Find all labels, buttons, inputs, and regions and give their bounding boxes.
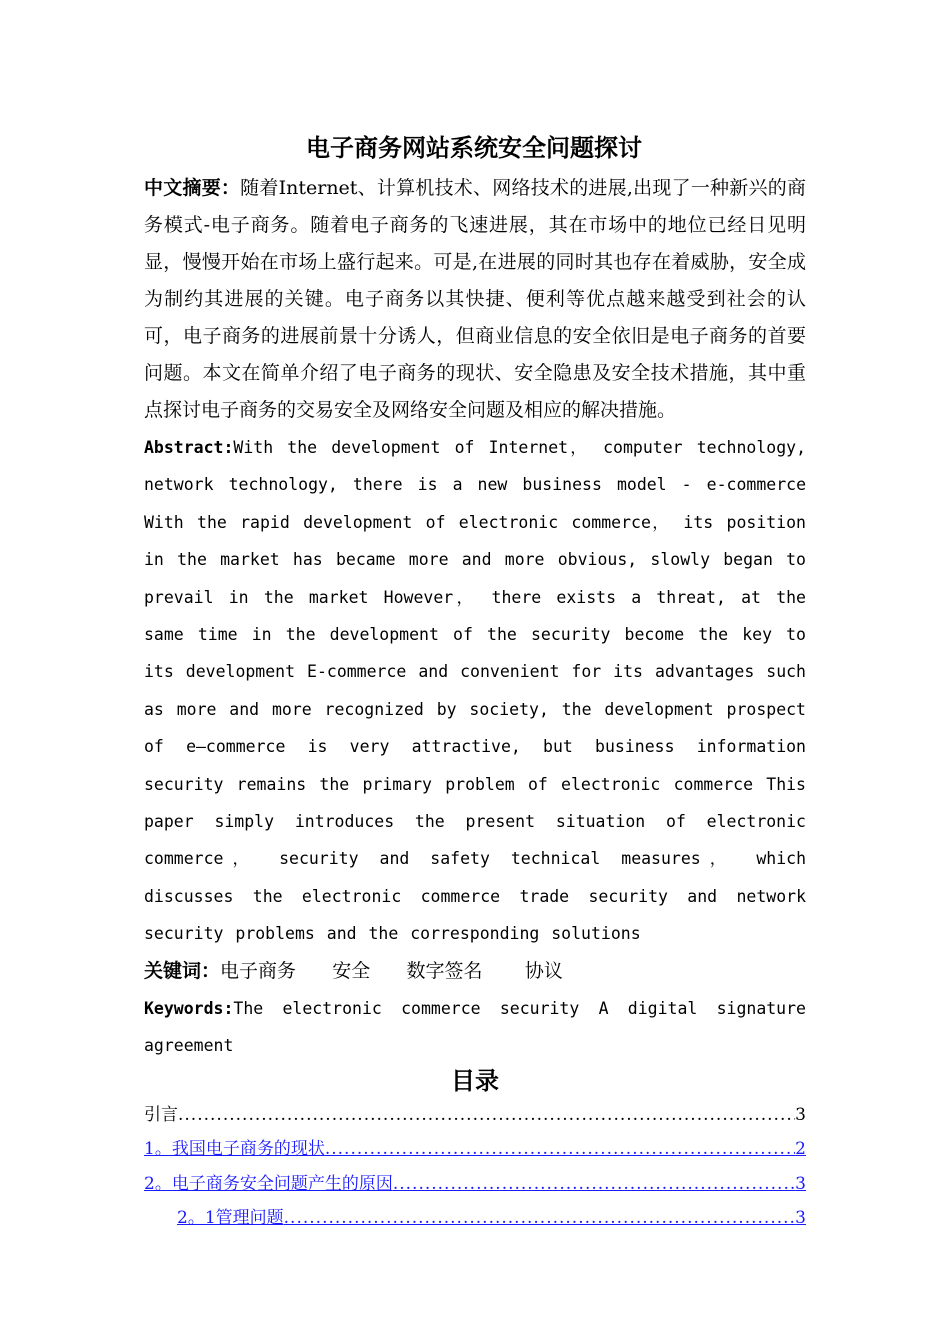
chinese-keywords-label: 关键词： bbox=[144, 959, 221, 982]
toc-link-section-2-1[interactable] bbox=[144, 1201, 806, 1236]
keyword-term: 安全 bbox=[332, 959, 371, 982]
toc-entry-text: 2。电子商务安全问题产生的原因 bbox=[144, 1173, 393, 1194]
english-abstract bbox=[144, 429, 806, 953]
toc-entry-text: 引言 bbox=[144, 1104, 178, 1125]
toc-link-section-1[interactable] bbox=[144, 1132, 806, 1167]
toc-page-number: 3 bbox=[795, 1208, 806, 1229]
english-keywords bbox=[144, 990, 806, 1064]
table-of-contents bbox=[144, 1098, 806, 1236]
document-page bbox=[144, 128, 806, 1236]
chinese-abstract-label: 中文摘要： bbox=[144, 177, 241, 199]
toc-dot-leader bbox=[325, 1132, 795, 1167]
keyword-term: 协议 bbox=[524, 959, 563, 982]
keyword-term: 电子商务 bbox=[220, 959, 297, 982]
toc-page-number: 2 bbox=[795, 1139, 806, 1160]
toc-link-section-2[interactable] bbox=[144, 1167, 806, 1202]
toc-title: 目录 bbox=[451, 1066, 499, 1095]
chinese-abstract-text: 随着Internet、计算机技术、网络技术的进展,出现了一种新兴的商务模式-电子商务。随着电子商务的飞速进展，其在市场中的地位已经日见明显，慢慢开始在市场上盛行起来。可是,在进展的同时其也存在着威胁，安全成为制约其进展的关键。电子商务以其快捷、便利等优点越来越受到社会的认可，电子商务的进展前景十分诱人，但商业信息的安全依旧是电子商务的首要问题。本文在简单介绍了电子商务的现状、安全隐患及安全技术措施，其中重点探讨电子商务的交易安全及网络安全问题及相应的解决措施。 bbox=[144, 177, 806, 421]
keyword-term: 数字签名 bbox=[406, 959, 483, 982]
english-abstract-text: With the development of Internet， computer technology, network technology, there is a new business model - e-commerce With the rapid development of electronic commerce， its position in the market has became more and more obvious, slowly began to prevail in the market However， there exists a threat, at the same time in the development of the security become the key to its development E-commerce and convenient for its advantages such as more and more recognized by society, the development prospect of e—commerce is very attractive, but business information security remains the primary problem of electronic commerce This paper simply introduces the present situation of electronic commerce， security and safety technical measures， which discusses the electronic commerce trade security and network security problems and the corresponding solutions bbox=[144, 438, 806, 944]
chinese-keywords bbox=[144, 953, 806, 990]
toc-page-number: 3 bbox=[795, 1104, 806, 1125]
english-keywords-label: Keywords: bbox=[144, 998, 234, 1018]
toc-dot-leader bbox=[393, 1167, 795, 1202]
toc-entry-text: 1。我国电子商务的现状 bbox=[144, 1139, 325, 1160]
english-keywords-text: The electronic commerce security A digital signature agreement bbox=[144, 998, 806, 1055]
chinese-abstract bbox=[144, 170, 806, 429]
toc-entry-text: 2。1管理问题 bbox=[177, 1208, 284, 1229]
toc-dot-leader bbox=[284, 1201, 796, 1236]
toc-entry-intro[interactable] bbox=[144, 1098, 806, 1133]
toc-dot-leader bbox=[178, 1098, 795, 1133]
toc-page-number: 3 bbox=[795, 1173, 806, 1194]
english-abstract-label: Abstract: bbox=[144, 438, 234, 457]
document-title: 电子商务网站系统安全问题探讨 bbox=[306, 134, 642, 162]
